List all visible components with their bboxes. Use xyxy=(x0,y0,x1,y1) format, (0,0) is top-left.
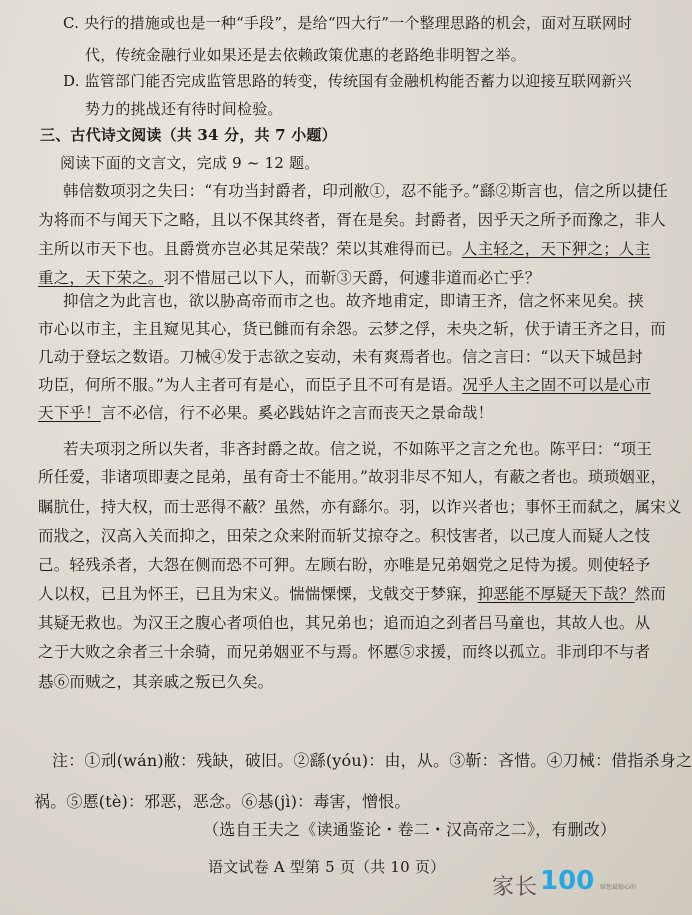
passage-text: 若夫项羽之所以失者，非吝封爵之故。信之说，不如陈平之言之允也。陈平曰：“项王 xyxy=(63,440,653,458)
passage-text: 所任爱，非诸项即妻之昆弟，虽有奇士不能用。”故羽非尽不知人，有蔽之者也。琐琐姻亚， xyxy=(38,468,667,486)
passage-line xyxy=(38,269,540,287)
passage-line xyxy=(63,440,652,458)
passage-line xyxy=(38,614,650,632)
passage-text: 惎⑥而贼之，其亲戚之叛已久矣。 xyxy=(38,673,274,691)
passage-line xyxy=(38,240,650,258)
page-footer: 语文试卷 A 型第 5 页（共 10 页） xyxy=(208,858,446,876)
underlined-sentence: 重之，天下荣之。 xyxy=(38,269,164,287)
passage-text: 市心以市主，主且窥见其心，货已雠而有余怨。云梦之俘，未央之斩，伏于请王齐之日，而 xyxy=(38,320,667,338)
passage-line xyxy=(38,211,666,229)
passage-line xyxy=(63,292,644,310)
passage-line xyxy=(38,643,650,661)
underlined-sentence: 况乎人主之固不可以是心市 xyxy=(462,376,651,394)
passage-line xyxy=(38,673,274,691)
brand-watermark-logo xyxy=(492,868,642,908)
section-instruction: 阅读下面的文言文，完成 9 ~ 12 题。 xyxy=(60,154,320,172)
passage-text: 主所以市天下也。且爵赏亦岂必其足荣哉？荣以其难得而已。 xyxy=(38,240,462,258)
passage-line xyxy=(38,468,666,486)
option-d-line-1: D. 监管部门能否完成监管思路的转变，传统国有金融机构能否蓄力以迎接互联网新兴 xyxy=(63,72,632,90)
passage-text: 为将而不与闻天下之略，且以不保其终者，胥在是矣。封爵者，因乎天之所予而豫之，非人 xyxy=(38,211,667,229)
notes-line-2: 祸。⑤慝(tè)：邪恶，恶念。⑥惎(jì)：毒害，憎恨。 xyxy=(34,792,411,811)
passage-text: 己。轻残杀者，大怨在侧而恐不可狎。左顾右盼，亦唯是兄弟姻党之足恃为援。则使轻予 xyxy=(38,556,651,574)
option-d-line-2: 势力的挑战还有待时间检验。 xyxy=(85,100,283,118)
passage-text: 韩信数项羽之失曰：“有功当封爵者，印刓敝①，忍不能予。”繇②斯言也，信之所以捷任 xyxy=(63,182,669,200)
passage-line xyxy=(38,348,643,366)
passage-line xyxy=(38,376,651,394)
passage-text: 功臣，何所不服。”为人主者可有是心，而臣子且不可有是语。 xyxy=(38,376,463,394)
underlined-sentence: 抑恶能不厚疑天下哉？ xyxy=(477,585,635,603)
passage-line xyxy=(38,527,650,545)
passage-text: 其疑无救也。为汉王之腹心者项伯也，其兄弟也；追而迫之刭者吕马童也，其故人也。从 xyxy=(38,614,651,632)
brand-number: 100 xyxy=(540,866,595,896)
notes-line-1: 注：①刓(wán)敝：残缺，破旧。②繇(yóu)：由，从。③靳：吝惜。④刀械：借指杀身之 xyxy=(52,751,692,770)
source-citation: （选自王夫之《读通鉴论・卷二・汉高帝之二》，有删改） xyxy=(203,820,617,839)
section-heading: 三、古代诗文阅读（共 34 分，共 7 小题） xyxy=(40,126,337,144)
passage-line xyxy=(38,320,666,338)
passage-text: 而戕之，汉高入关而抑之，田荣之众来附而斩艾掠夺之。积忮害者，以己度人而疑人之忮 xyxy=(38,527,651,545)
underlined-sentence: 天下乎！ xyxy=(38,404,101,422)
brand-tagline: 给您最贴心的 xyxy=(600,884,637,891)
passage-text: 瞩肮仕，持大权，而士恶得不蔽？虽然，亦有繇尔。羽，以诈兴者也；事怀王而弑之，属宋义 xyxy=(38,498,682,516)
passage-text: 抑信之为此言也，欲以胁高帝而市之也。故齐地甫定，即请王齐，信之怀来见矣。挟 xyxy=(63,292,644,310)
passage-line xyxy=(63,182,668,200)
passage-text: 言不必信，行不必果。奚必践姑许之言而丧天之景命哉！ xyxy=(100,404,494,422)
passage-text: 之于大败之余者三十余骑，而兄弟姻亚不与焉。怀慝⑤求援，而终以孤立。非刓印不与者 xyxy=(38,643,651,661)
passage-text: 然而 xyxy=(634,585,667,603)
passage-text: 人以权，已且为怀王，已且为宋义。惴惴慄慄，戈戟交于梦寐， xyxy=(38,585,478,603)
passage-line xyxy=(38,404,493,422)
passage-line xyxy=(38,498,682,516)
passage-line xyxy=(38,556,650,574)
passage-text: 几动于登坛之数语。刀械④发于志欲之妄动，未有爽焉者也。信之言曰：“以天下城邑封 xyxy=(38,348,643,366)
passage-line xyxy=(38,585,666,603)
underlined-sentence: 人主轻之，天下狎之；人主 xyxy=(461,240,651,258)
option-c-line-1: C. 央行的措施或也是一种“手段”，是给“四大行”一个整理思路的机会，面对互联网时 xyxy=(63,14,633,32)
brand-name: 家长 xyxy=(492,875,539,900)
passage-text: 羽不惜屈己以下人，而靳③天爵，何遽非道而必亡乎？ xyxy=(163,269,541,287)
option-c-line-2: 代，传统金融行业如果还是去依赖政策优惠的老路绝非明智之举。 xyxy=(85,46,526,64)
